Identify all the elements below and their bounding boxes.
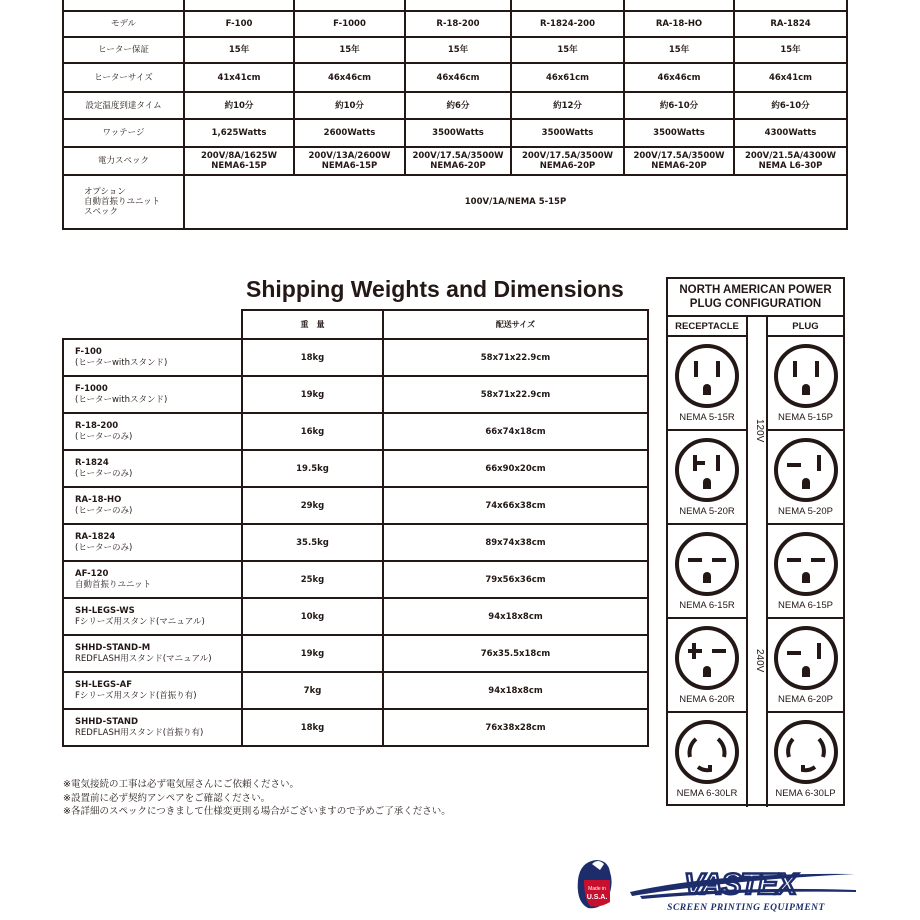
spec-row-power <box>63 147 847 175</box>
receptacle-5-15r <box>668 337 748 431</box>
spec-cell-empty <box>294 0 405 11</box>
note-line: ※電気接続の工事は必ず電気屋さんにご依頼ください。 <box>63 779 299 790</box>
plug-label: NEMA 5-20P <box>778 506 833 517</box>
spec-label: ヒーターサイズ <box>63 63 184 92</box>
brand-tagline: SCREEN PRINTING EQUIPMENT <box>667 903 825 913</box>
model-name: F-100 <box>75 346 102 357</box>
shipping-size: 79x56x36cm <box>383 561 648 598</box>
spec-row-wattage <box>63 119 847 147</box>
option-label-line: 自動首振りユニット <box>84 197 161 207</box>
receptacle-header: RECEPTACLE <box>668 317 748 337</box>
note-line: ※各詳細のスペックにつきまして仕様変更則る場合がございますので予めご了承ください。 <box>63 806 451 817</box>
shipping-title: Shipping Weights and Dimensions <box>246 276 624 302</box>
model-desc: REDFLASH用スタンド(マニュアル) <box>75 653 212 664</box>
plug-label: NEMA 6-20P <box>778 694 833 705</box>
shipping-header-row <box>63 310 648 339</box>
power-line: 200V/21.5A/4300W <box>744 151 837 161</box>
plug-config-panel <box>666 277 845 806</box>
shipping-row <box>63 376 648 413</box>
power-plug: NEMA6-15P <box>321 161 378 171</box>
shipping-size: 66x90x20cm <box>383 450 648 487</box>
power-plug: NEMA6-20P <box>539 161 596 171</box>
spec-value: 46x46cm <box>405 63 511 92</box>
spec-value <box>405 147 511 175</box>
nema-6-15p-icon <box>773 531 839 597</box>
shipping-model <box>63 450 242 487</box>
shipping-row <box>63 524 648 561</box>
spec-value: 15年 <box>405 37 511 63</box>
eagle-badge-icon <box>578 860 612 908</box>
model-name: F-1000 <box>75 383 108 394</box>
shipping-model <box>63 413 242 450</box>
model-name: RA-18-HO <box>75 494 122 505</box>
model-name: SHHD-STAND-M <box>75 642 151 653</box>
power-plug: NEMA6-20P <box>430 161 486 171</box>
shipping-size: 58x71x22.9cm <box>383 376 648 413</box>
plug-header: PLUG <box>766 317 843 337</box>
spec-label: ワッテージ <box>63 119 184 147</box>
plug-config-title <box>668 279 843 317</box>
spec-value: 46x46cm <box>294 63 405 92</box>
spec-value <box>511 147 624 175</box>
model-desc: Fシリーズ用スタンド(首振り有) <box>75 690 197 701</box>
nema-5-20p-icon <box>773 437 839 503</box>
power-plug: NEMA6-15P <box>211 161 267 171</box>
model-name: AF-120 <box>75 568 109 579</box>
shipping-header-weight: 重 量 <box>242 310 383 339</box>
receptacle-6-20r <box>668 619 748 713</box>
shipping-weight: 16kg <box>242 413 383 450</box>
shipping-model <box>63 709 242 746</box>
shipping-row <box>63 450 648 487</box>
nema-6-30lp-icon <box>773 719 839 785</box>
spec-value: 約6分 <box>405 92 511 119</box>
spec-value <box>734 147 847 175</box>
spec-label: ヒーター保証 <box>63 37 184 63</box>
spec-value: RA-18-HO <box>624 11 734 37</box>
model-desc: 自動首振りユニット <box>75 579 152 590</box>
spec-value: 2600Watts <box>294 119 405 147</box>
spec-cell-empty <box>734 0 847 11</box>
badge-text: Made in <box>588 886 606 892</box>
spec-value: 約10分 <box>184 92 294 119</box>
power-plug: NEMA L6-30P <box>758 161 823 171</box>
plug-6-20p <box>766 619 843 713</box>
spec-value: 46x61cm <box>511 63 624 92</box>
shipping-model <box>63 561 242 598</box>
option-label-line: オプション <box>84 187 126 197</box>
model-name: SHHD-STAND <box>75 716 139 727</box>
spec-label: モデル <box>63 11 184 37</box>
spec-value: 15年 <box>184 37 294 63</box>
plug-title-line: NORTH AMERICAN POWER <box>679 284 832 296</box>
vastex-logo-graphic <box>570 850 860 916</box>
note-line: ※設置前に必ず契約アンペアをご確認ください。 <box>63 792 271 804</box>
model-desc: (ヒーターのみ) <box>75 505 133 516</box>
shipping-weight: 25kg <box>242 561 383 598</box>
nema-6-15r-icon <box>674 531 740 597</box>
spec-row-option <box>63 175 847 229</box>
spec-value: 約6-10分 <box>624 92 734 119</box>
shipping-weight: 19kg <box>242 376 383 413</box>
receptacle-label: NEMA 6-30LR <box>676 788 738 799</box>
badge-text: U.S.A. <box>586 894 608 901</box>
spec-value: 46x46cm <box>624 63 734 92</box>
shipping-row <box>63 709 648 746</box>
spec-value: 15年 <box>624 37 734 63</box>
shipping-size: 94x18x8cm <box>383 672 648 709</box>
model-name: RA-1824 <box>75 531 116 542</box>
shipping-model <box>63 672 242 709</box>
brand-name: VASTEX <box>684 868 796 901</box>
receptacle-label: NEMA 5-20R <box>679 506 735 517</box>
plug-6-15p <box>766 525 843 619</box>
voltage-label-240: 240V <box>754 649 765 673</box>
model-desc: (ヒーターwithスタンド) <box>75 357 168 368</box>
spec-row-warranty <box>63 37 847 63</box>
spec-value: 15年 <box>511 37 624 63</box>
spec-value: 46x41cm <box>734 63 847 92</box>
spec-value: 41x41cm <box>184 63 294 92</box>
spec-value: 1,625Watts <box>184 119 294 147</box>
spec-table <box>62 0 848 230</box>
plug-6-30lp <box>766 713 843 807</box>
shipping-model <box>63 339 242 376</box>
model-name: R-1824 <box>75 457 109 468</box>
shipping-model <box>63 487 242 524</box>
nema-6-20p-icon <box>773 625 839 691</box>
nema-6-20r-icon <box>674 625 740 691</box>
spec-value <box>184 147 294 175</box>
receptacle-label: NEMA 5-15R <box>679 412 735 423</box>
model-name: SH-LEGS-AF <box>75 679 132 690</box>
spec-value: R-1824-200 <box>511 11 624 37</box>
shipping-weight: 29kg <box>242 487 383 524</box>
shipping-weight: 19kg <box>242 635 383 672</box>
voltage-strip <box>748 337 766 804</box>
spec-row-heat-time <box>63 92 847 119</box>
shipping-model <box>63 376 242 413</box>
shipping-weight: 18kg <box>242 339 383 376</box>
shipping-row <box>63 561 648 598</box>
shipping-row <box>63 598 648 635</box>
model-desc: Fシリーズ用スタンド(マニュアル) <box>75 616 205 627</box>
spec-value: 4300Watts <box>734 119 847 147</box>
spec-value: 3500Watts <box>511 119 624 147</box>
shipping-size: 66x74x18cm <box>383 413 648 450</box>
spec-label: 電力スペック <box>63 147 184 175</box>
nema-5-15r-icon <box>674 343 740 409</box>
power-line: 200V/17.5A/3500W <box>412 151 504 161</box>
spec-value: R-18-200 <box>405 11 511 37</box>
shipping-row <box>63 635 648 672</box>
shipping-weight: 10kg <box>242 598 383 635</box>
power-line: 200V/13A/2600W <box>308 151 391 161</box>
spec-value: 15年 <box>734 37 847 63</box>
spec-value: 約10分 <box>294 92 405 119</box>
spec-value: RA-1824 <box>734 11 847 37</box>
shipping-weight: 18kg <box>242 709 383 746</box>
nema-5-20r-icon <box>674 437 740 503</box>
spec-value: 3500Watts <box>624 119 734 147</box>
spec-cell-empty <box>184 0 294 11</box>
spec-cell-empty <box>511 0 624 11</box>
spec-value <box>624 147 734 175</box>
shipping-row <box>63 413 648 450</box>
spec-option-value: 100V/1A/NEMA 5-15P <box>184 175 847 229</box>
shipping-model <box>63 598 242 635</box>
power-line: 200V/17.5A/3500W <box>521 151 614 161</box>
plug-label: NEMA 6-15P <box>778 600 833 611</box>
spec-value <box>294 147 405 175</box>
receptacle-label: NEMA 6-15R <box>679 600 735 611</box>
shipping-size: 89x74x38cm <box>383 524 648 561</box>
model-name: SH-LEGS-WS <box>75 605 135 616</box>
shipping-row <box>63 339 648 376</box>
model-desc: (ヒーターwithスタンド) <box>75 394 168 405</box>
plug-title-line: PLUG CONFIGURATION <box>689 298 822 310</box>
option-label-line: スペック <box>84 207 119 217</box>
spec-value: 約12分 <box>511 92 624 119</box>
plug-label: NEMA 6-30LP <box>775 788 836 799</box>
power-plug: NEMA6-20P <box>651 161 707 171</box>
voltage-label-120: 120V <box>754 419 765 443</box>
notes <box>63 778 451 819</box>
receptacle-6-15r <box>668 525 748 619</box>
spec-row-size <box>63 63 847 92</box>
shipping-weight: 7kg <box>242 672 383 709</box>
model-desc: REDFLASH用スタンド(首振り有) <box>75 727 204 738</box>
plug-5-15p <box>766 337 843 431</box>
receptacle-5-20r <box>668 431 748 525</box>
plug-label: NEMA 5-15P <box>778 412 833 423</box>
shipping-header-blank <box>63 310 242 339</box>
model-desc: (ヒーターのみ) <box>75 468 133 479</box>
nema-6-30lr-icon <box>674 719 740 785</box>
model-desc: (ヒーターのみ) <box>75 542 133 553</box>
spec-label-option <box>63 175 184 229</box>
shipping-header-size: 配送サイズ <box>383 310 648 339</box>
spec-row-models <box>63 11 847 37</box>
nema-5-15p-icon <box>773 343 839 409</box>
spec-label: 設定温度到達タイム <box>63 92 184 119</box>
shipping-size: 74x66x38cm <box>383 487 648 524</box>
power-line: 200V/8A/1625W <box>200 151 278 161</box>
shipping-size: 94x18x8cm <box>383 598 648 635</box>
receptacle-6-30lr <box>668 713 748 807</box>
shipping-row <box>63 487 648 524</box>
shipping-size: 58x71x22.9cm <box>383 339 648 376</box>
shipping-model <box>63 524 242 561</box>
power-line: 200V/17.5A/3500W <box>633 151 725 161</box>
shipping-size: 76x35.5x18cm <box>383 635 648 672</box>
plug-5-20p <box>766 431 843 525</box>
spec-value: F-1000 <box>294 11 405 37</box>
model-name: R-18-200 <box>75 420 119 431</box>
spec-cell-empty <box>405 0 511 11</box>
model-desc: (ヒーターのみ) <box>75 431 133 442</box>
shipping-weight: 19.5kg <box>242 450 383 487</box>
shipping-weight: 35.5kg <box>242 524 383 561</box>
shipping-model <box>63 635 242 672</box>
shipping-table <box>62 309 649 747</box>
shipping-row <box>63 672 648 709</box>
shipping-size: 76x38x28cm <box>383 709 648 746</box>
spec-cell-empty <box>63 0 184 11</box>
spec-top-row <box>63 0 847 11</box>
spec-value: 約6-10分 <box>734 92 847 119</box>
spec-cell-empty <box>624 0 734 11</box>
receptacle-label: NEMA 6-20R <box>679 694 735 705</box>
spec-value: F-100 <box>184 11 294 37</box>
vastex-logo <box>570 850 860 916</box>
spec-value: 15年 <box>294 37 405 63</box>
spec-value: 3500Watts <box>405 119 511 147</box>
